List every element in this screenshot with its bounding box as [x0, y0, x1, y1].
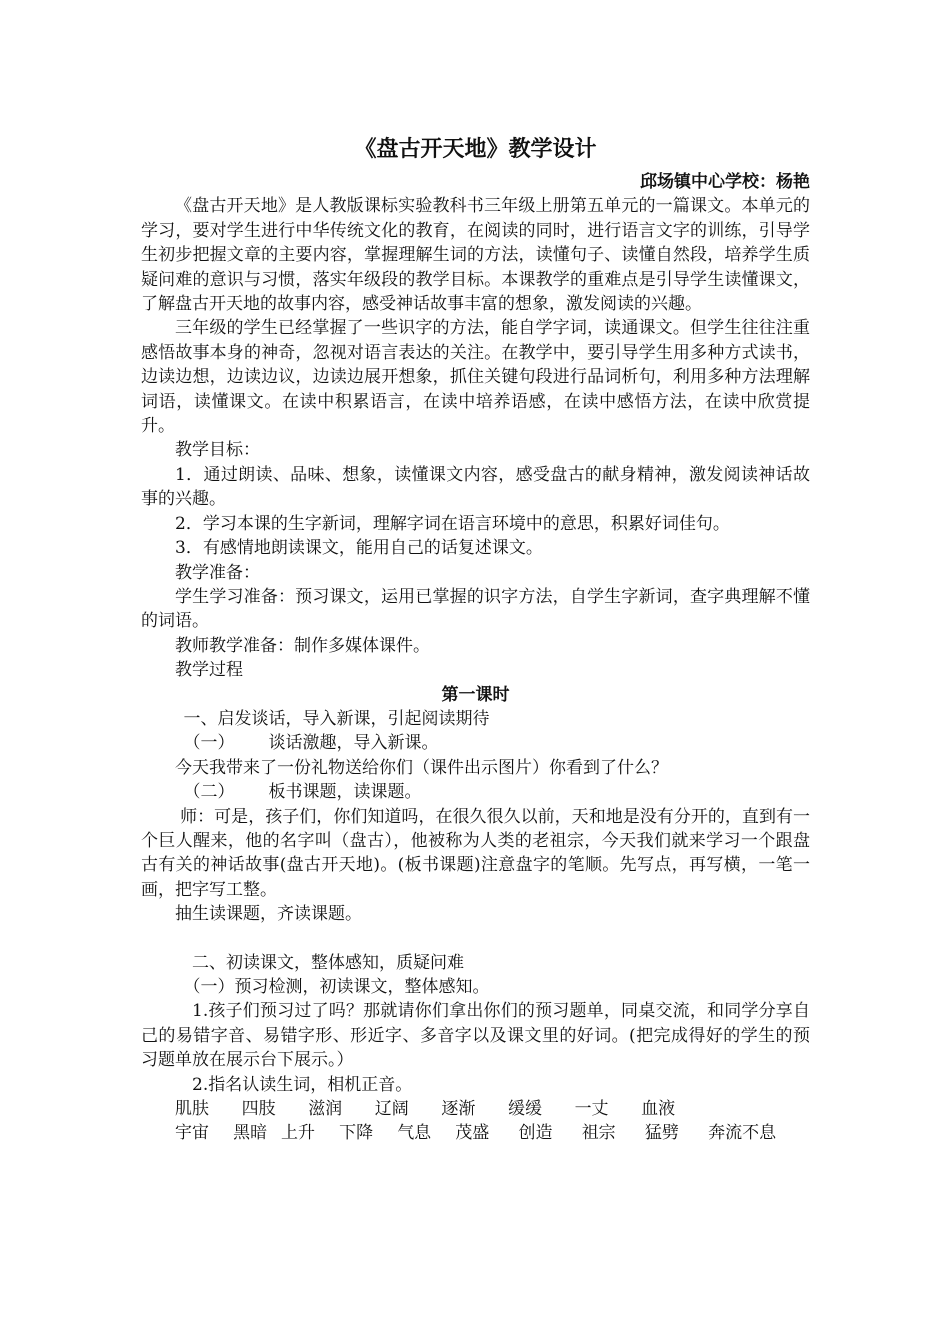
step-1-1-number: （一）: [183, 733, 235, 754]
step-1-2-text: 板书课题，读课题。: [268, 782, 422, 803]
teacher-speech: 师：可是，孩子们，你们知道吗，在很久很久以前，天和地是没有分开的，直到有一个巨人醒来，他的名字叫（盘古），他被称为人类的老祖宗，今天我们就来学习一个跟盘古有关的神话故事(盘古开天地)。(板书课题)注意盘字的笔顺。先写点，再写横，一笔一画，把字写工整。: [141, 806, 810, 900]
document-page: [141, 132, 810, 1146]
read-title-line: 抽生读课题，齐读课题。: [175, 904, 362, 925]
step-2-heading: 二、初读课文，整体感知，质疑问难: [192, 952, 464, 973]
word-item: 缓缓: [507, 1099, 542, 1120]
author-line: 邱场镇中心学校：杨艳: [640, 172, 810, 192]
word-item: 创造: [518, 1123, 553, 1144]
goal-2: 2．学习本课的生字新词，理解字词在语言环境中的意思，积累好词佳句。: [175, 513, 730, 534]
word-item: 奔流不息: [708, 1123, 777, 1144]
step-2-1: （一）预习检测，初读课文，整体感知。: [183, 977, 490, 997]
process-heading: 教学过程: [175, 660, 243, 681]
word-item: 祖宗: [581, 1123, 616, 1144]
prep-student: 学生学习准备：预习课文，运用已掌握的识字方法，自学生字新词，查字典理解不懂的词语。: [141, 586, 810, 632]
step-1-1-body: 今天我带来了一份礼物送给你们（课件出示图片）你看到了什么？: [175, 757, 668, 778]
word-item: 肌肤: [175, 1099, 209, 1120]
word-item: 茂盛: [455, 1123, 490, 1144]
step-1-1: [141, 731, 810, 755]
word-item: 下降: [339, 1123, 374, 1144]
step-1-2-number: （二）: [183, 782, 235, 803]
intro-paragraph-2: 三年级的学生已经掌握了一些识字的方法，能自学字词，读通课文。但学生往往注重感悟故事本身的神奇，忽视对语言表达的关注。在教学中，要引导学生用多种方式读书，边读边想，边读边议，边读边展开想象，抓住关键句段进行品词析句，利用多种方法理解词语，读懂课文。在读中积累语言，在读中培养语感，在读中感悟方法，在读中欣赏提升。: [141, 318, 810, 437]
word-list-row-2: [141, 1121, 810, 1145]
blank-line: [141, 927, 810, 951]
word-item: 气息: [397, 1123, 432, 1144]
goals-heading: 教学目标：: [175, 440, 260, 461]
word-list-row-1: [141, 1097, 810, 1121]
step-2-1-2: 2.指名认读生词，相机正音。: [192, 1074, 413, 1095]
lesson-1-heading: 第一课时: [441, 684, 510, 705]
word-item: 逐渐: [441, 1099, 476, 1120]
intro-paragraph-1: 《盘古开天地》是人教版课标实验教科书三年级上册第五单元的一篇课文。本单元的学习，要对学生进行中华传统文化的教育，在阅读的同时，进行语言文字的训练，引导学生初步把握文章的主要内容，掌握理解生词的方法，读懂句子、读懂自然段，培养学生质疑问难的意识与习惯，落实年级段的教学目标。本课教学的重难点是引导学生读懂课文，了解盘古开天地的故事内容，感受神话故事丰富的想象，激发阅读的兴趣。: [141, 196, 810, 315]
word-item: 宇宙: [175, 1123, 209, 1144]
word-item: 滋润: [308, 1099, 343, 1120]
goal-1: 1．通过朗读、品味、想象，读懂课文内容，感受盘古的献身精神，激发阅读神话故事的兴趣。: [141, 464, 810, 510]
word-item: 猛劈: [644, 1123, 679, 1144]
step-1-2: [141, 780, 810, 804]
word-item: 上升: [281, 1123, 315, 1144]
step-2-1-1: 1.孩子们预习过了吗？那就请你们拿出你们的预习题单，同桌交流，和同学分享自己的易错字音、易错字形、形近字、多音字以及课文里的好词。(把完成得好的学生的预习题单放在展示台下展示。）: [141, 1001, 810, 1071]
step-1-1-text: 谈话激趣，导入新课。: [268, 733, 439, 754]
word-item: 辽阔: [374, 1099, 409, 1120]
document-title: 《盘古开天地》教学设计: [354, 136, 597, 162]
goal-3: 3．有感情地朗读课文，能用自己的话复述课文。: [175, 538, 543, 559]
prep-heading: 教学准备：: [175, 562, 260, 583]
word-item: 黑暗: [233, 1123, 268, 1144]
prep-teacher: 教师教学准备：制作多媒体课件。: [175, 635, 430, 656]
step-1-heading: 一、启发谈话，导入新课，引起阅读期待: [183, 708, 490, 729]
word-item: 血液: [641, 1099, 676, 1120]
word-item: 四肢: [241, 1099, 276, 1120]
word-item: 一丈: [574, 1099, 609, 1120]
